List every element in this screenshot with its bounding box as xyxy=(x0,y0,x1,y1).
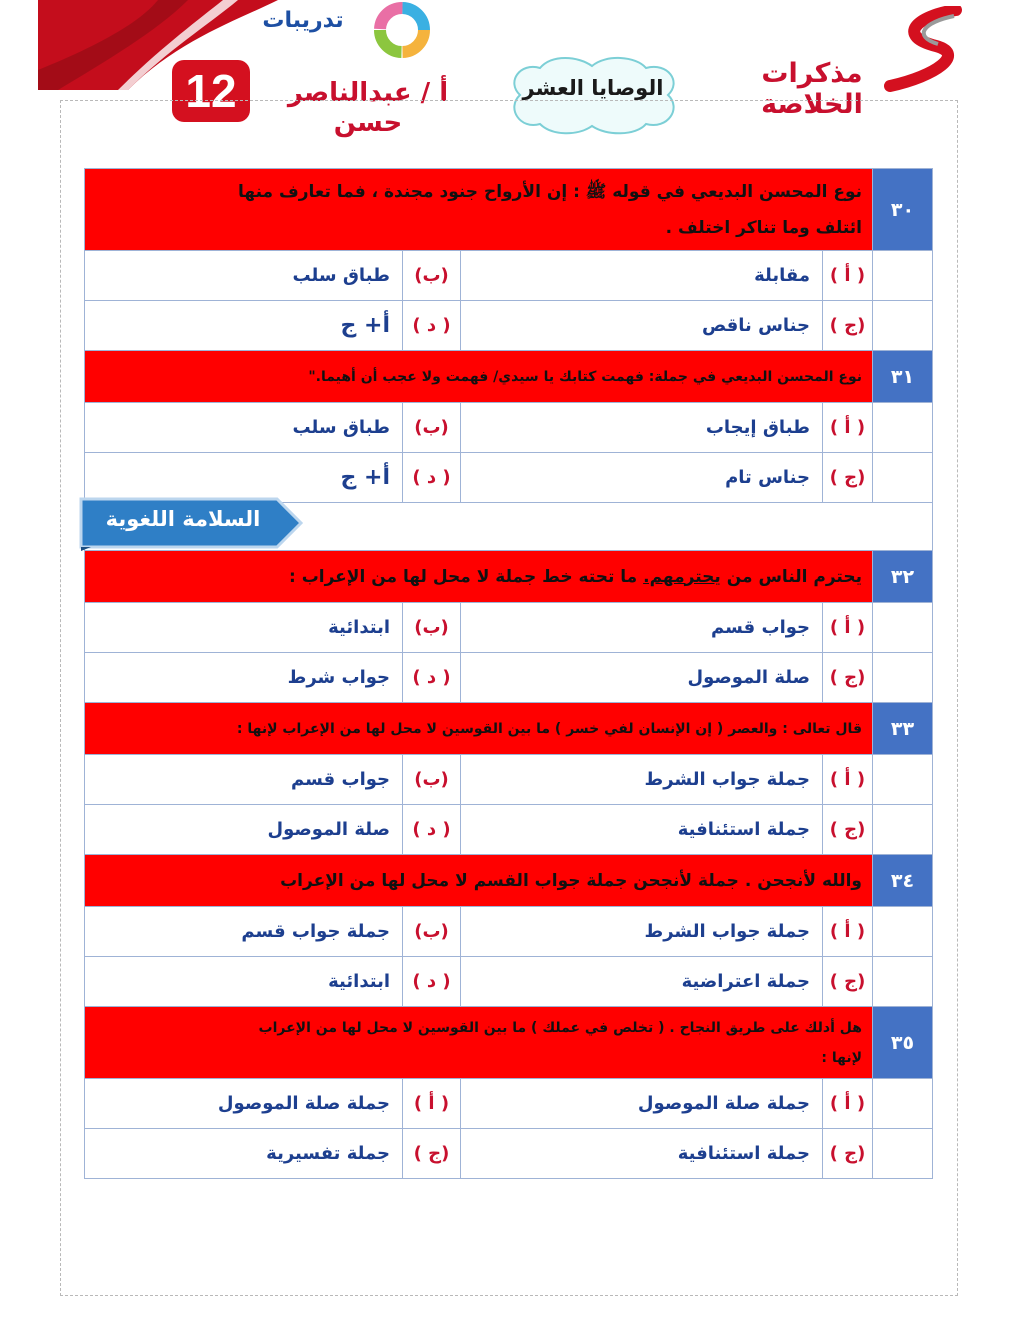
question-row xyxy=(85,351,933,403)
option-letter: ( د ) xyxy=(403,957,461,1007)
option-letter: (ب) xyxy=(403,755,461,805)
option-letter: ( أ ) xyxy=(823,603,873,653)
options-row xyxy=(85,957,933,1007)
options-row xyxy=(85,907,933,957)
option-b[interactable]: طباق سلب xyxy=(85,403,403,453)
option-letter: (ج ) xyxy=(403,1129,461,1179)
option-letter: ( د ) xyxy=(403,805,461,855)
option-c[interactable]: جملة استئنافية xyxy=(461,805,823,855)
option-letter: (ج ) xyxy=(823,805,873,855)
option-letter: (ج ) xyxy=(823,453,873,503)
option-d[interactable]: أ+ ج xyxy=(85,453,403,503)
option-a[interactable]: جملة جواب الشرط xyxy=(461,755,823,805)
author-name: أ / عبدالناصر حسن xyxy=(287,78,449,138)
question-row xyxy=(85,551,933,603)
stem-line: لإنها : xyxy=(821,1049,862,1066)
option-a[interactable]: جملة جواب الشرط xyxy=(461,907,823,957)
questions-table xyxy=(84,168,933,1179)
option-letter: (ج ) xyxy=(823,301,873,351)
options-row xyxy=(85,805,933,855)
question-number: ٣٣ xyxy=(873,703,933,755)
option-c[interactable]: جناس تام xyxy=(461,453,823,503)
stem-line: ائتلف وما تناكر اختلف . xyxy=(665,217,862,238)
question-number: ٣٢ xyxy=(873,551,933,603)
underlined-phrase: يحترمهم. xyxy=(643,566,721,587)
stem-line: هل أدلك على طريق النجاح . ( تخلص في عملك ) ما بين القوسين لا محل لها من الإعراب xyxy=(258,1019,862,1036)
option-b[interactable]: جملة جواب قسم xyxy=(85,907,403,957)
stem-text: ما تحته خط جملة لا محل لها من الإعراب : xyxy=(288,566,644,587)
option-letter: (ب) xyxy=(403,603,461,653)
option-b[interactable]: جملة صلة الموصول xyxy=(85,1079,403,1129)
question-row xyxy=(85,169,933,251)
option-d[interactable]: أ+ ج xyxy=(85,301,403,351)
options-row xyxy=(85,1129,933,1179)
option-letter: (ج ) xyxy=(823,653,873,703)
section-title: السلامة اللغوية xyxy=(105,507,261,531)
option-c[interactable]: صلة الموصول xyxy=(461,653,823,703)
exercises-label: تدريبات xyxy=(262,8,344,33)
option-letter: ( أ ) xyxy=(403,1079,461,1129)
option-d[interactable]: جملة تفسيرية xyxy=(85,1129,403,1179)
question-row xyxy=(85,855,933,907)
options-row xyxy=(85,251,933,301)
option-letter: (ب) xyxy=(403,403,461,453)
option-letter: ( أ ) xyxy=(823,755,873,805)
options-row xyxy=(85,1079,933,1129)
question-stem xyxy=(85,551,873,603)
question-row xyxy=(85,703,933,755)
option-b[interactable]: طباق سلب xyxy=(85,251,403,301)
option-b[interactable]: جواب قسم xyxy=(85,755,403,805)
question-number: ٣٠ xyxy=(873,169,933,251)
options-row xyxy=(85,755,933,805)
option-c[interactable]: جناس ناقص xyxy=(461,301,823,351)
options-row xyxy=(85,403,933,453)
option-d[interactable]: صلة الموصول xyxy=(85,805,403,855)
option-a[interactable]: جملة صلة الموصول xyxy=(461,1079,823,1129)
option-letter: ( أ ) xyxy=(823,403,873,453)
options-row xyxy=(85,301,933,351)
stem-line: نوع المحسن البديعي في قوله ﷺ : إن الأرواح جنود مجندة ، فما تعارف منها xyxy=(237,181,862,202)
question-stem: نوع المحسن البديعي في جملة: فهمت كتابك يا سيدي/ فهمت ولا عجب أن أهيما." xyxy=(85,351,873,403)
question-stem: والله لأنجحن . جملة لأنجحن جملة جواب القسم لا محل لها من الإعراب xyxy=(85,855,873,907)
option-a[interactable]: مقابلة xyxy=(461,251,823,301)
stem-text: يحترم الناس من xyxy=(720,566,862,587)
question-stem: قال تعالى : والعصر ( إن الإنسان لفي خسر ) ما بين القوسين لا محل لها من الإعراب لإنها : xyxy=(85,703,873,755)
option-letter: ( أ ) xyxy=(823,251,873,301)
option-letter: ( د ) xyxy=(403,301,461,351)
option-a[interactable]: جواب قسم xyxy=(461,603,823,653)
option-a[interactable]: طباق إيجاب xyxy=(461,403,823,453)
option-letter: (ج ) xyxy=(823,1129,873,1179)
options-row xyxy=(85,603,933,653)
question-stem xyxy=(85,1007,873,1079)
option-letter: ( د ) xyxy=(403,653,461,703)
option-letter: ( أ ) xyxy=(823,1079,873,1129)
section-row xyxy=(85,503,933,551)
option-d[interactable]: جواب شرط xyxy=(85,653,403,703)
option-c[interactable]: جملة استئنافية xyxy=(461,1129,823,1179)
option-c[interactable]: جملة اعتراضية xyxy=(461,957,823,1007)
option-letter: (ج ) xyxy=(823,957,873,1007)
question-number: ٣١ xyxy=(873,351,933,403)
question-number: ٣٤ xyxy=(873,855,933,907)
grade-badge: 12 xyxy=(172,60,250,122)
option-d[interactable]: ابتدائية xyxy=(85,957,403,1007)
ring-logo-icon xyxy=(364,0,440,60)
option-letter: (ب) xyxy=(403,907,461,957)
question-number: ٣٥ xyxy=(873,1007,933,1079)
brand-name: مذكرات الخلاصة xyxy=(761,58,863,120)
option-b[interactable]: ابتدائية xyxy=(85,603,403,653)
option-letter: (ب) xyxy=(403,251,461,301)
option-letter: ( أ ) xyxy=(823,907,873,957)
question-row xyxy=(85,1007,933,1079)
option-letter: ( د ) xyxy=(403,453,461,503)
question-stem xyxy=(85,169,873,251)
lesson-title: الوصايا العشر xyxy=(522,76,664,100)
options-row xyxy=(85,653,933,703)
